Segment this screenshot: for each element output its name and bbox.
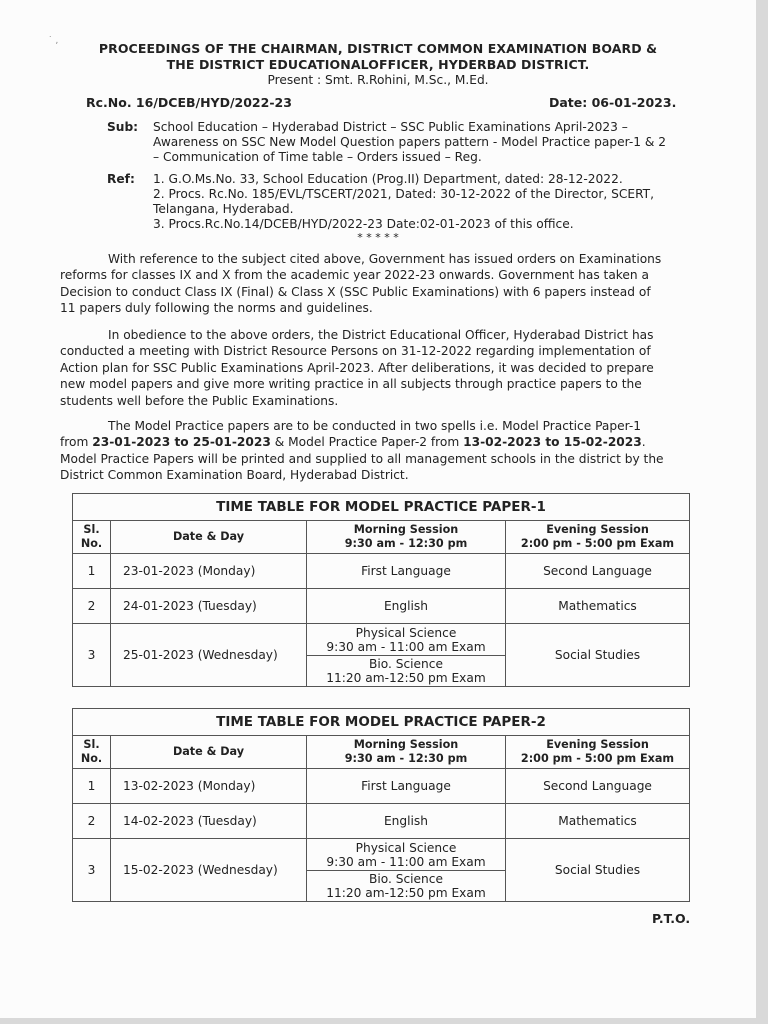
sub-line: – Communication of Time table – Orders issued – Reg. [153, 150, 482, 164]
table-row [73, 804, 690, 839]
table-title: TIME TABLE FOR MODEL PRACTICE PAPER-2 [73, 709, 690, 736]
table-row [73, 554, 690, 589]
cell-sl: 1 [73, 769, 111, 804]
ref-label: Ref: [107, 172, 135, 186]
ref-line: Telangana, Hyderabad. [153, 202, 294, 216]
cell-date: 24-01-2023 (Tuesday) [111, 589, 307, 624]
ref-line: 1. G.O.Ms.No. 33, School Education (Prog.II) Department, dated: 28-12-2022. [153, 172, 623, 186]
paragraph-line: conducted a meeting with District Resource Persons on 31-12-2022 regarding implementation of [60, 344, 651, 359]
paragraph-line: new model papers and give more writing practice in all subjects through practice papers to the [60, 377, 642, 392]
paragraph-line: With reference to the subject cited above, Government has issued orders on Examinations [108, 252, 662, 266]
paragraph-line: District Common Examination Board, Hyderabad District. [60, 468, 409, 483]
paragraph-line [60, 434, 706, 450]
paragraph-line: Model Practice Papers will be printed and supplied to all management schools in the district by the [60, 451, 664, 466]
paragraph-line: The Model Practice papers are to be conducted in two spells i.e. Model Practice Paper-1 [108, 419, 642, 433]
physical-science-slot: Physical Science 9:30 am - 11:00 am Exam [326, 626, 486, 654]
cell-morning: First Language [307, 769, 506, 804]
paragraph-line: students well before the Public Examinations. [60, 393, 339, 408]
paper2-date-range: 13-02-2023 to 15-02-2023 [463, 435, 642, 450]
order-date: Date: 06-01-2023. [549, 95, 677, 110]
paragraph-1 [60, 251, 706, 317]
cell-evening: Social Studies [506, 624, 690, 687]
separator-stars: * * * * * [357, 231, 399, 244]
sub-line: Awareness on SSC New Model Question papers pattern - Model Practice paper-1 & 2 [153, 135, 666, 149]
rc-number: Rc.No. 16/DCEB/HYD/2022-23 [86, 95, 292, 110]
cell-sl: 3 [73, 839, 111, 902]
table-row [73, 589, 690, 624]
paragraph-line: In obedience to the above orders, the District Educational Officer, Hyderabad District has [108, 328, 654, 342]
table-row [73, 624, 690, 687]
cell-morning-split [307, 624, 506, 687]
cell-evening: Social Studies [506, 839, 690, 902]
ref-line: 2. Procs. Rc.No. 185/EVL/TSCERT/2021, Dated: 30-12-2022 of the Director, SCERT, [153, 187, 654, 201]
cell-evening: Mathematics [506, 804, 690, 839]
header-line-1: PROCEEDINGS OF THE CHAIRMAN, DISTRICT COMMON EXAMINATION BOARD & [98, 41, 658, 56]
col-header-sl: Sl. No. [73, 521, 111, 554]
bio-science-slot: Bio. Science 11:20 am-12:50 pm Exam [307, 655, 505, 686]
table-title: TIME TABLE FOR MODEL PRACTICE PAPER-1 [73, 494, 690, 521]
cell-sl: 1 [73, 554, 111, 589]
paragraph-3 [60, 418, 706, 484]
cell-morning: English [307, 589, 506, 624]
paragraph-line: 11 papers duly following the norms and guidelines. [60, 301, 373, 316]
cell-date: 23-01-2023 (Monday) [111, 554, 307, 589]
cell-evening: Mathematics [506, 589, 690, 624]
table-header-row [73, 521, 690, 554]
cell-morning: English [307, 804, 506, 839]
sub-line: School Education – Hyderabad District – SSC Public Examinations April-2023 – [153, 120, 628, 134]
ref-line: 3. Procs.Rc.No.14/DCEB/HYD/2022-23 Date:02-01-2023 of this office. [153, 217, 574, 231]
text-run: from [60, 435, 93, 450]
table-row [73, 839, 690, 902]
col-header-date: Date & Day [111, 521, 307, 554]
timetable-paper-1 [72, 493, 690, 687]
cell-morning-split [307, 839, 506, 902]
col-header-morning: Morning Session 9:30 am - 12:30 pm [307, 736, 506, 769]
present-line: Present : Smt. R.Rohini, M.Sc., M.Ed. [267, 73, 489, 87]
cell-morning: First Language [307, 554, 506, 589]
header-line-2: THE DISTRICT EDUCATIONALOFFICER, HYDERBAD DISTRICT. [166, 57, 590, 72]
timetable-paper-2 [72, 708, 690, 902]
physical-science-slot: Physical Science 9:30 am - 11:00 am Exam [326, 841, 486, 869]
table-row [73, 769, 690, 804]
scan-specks: ˙ ‚ [48, 36, 59, 46]
bio-science-slot: Bio. Science 11:20 am-12:50 pm Exam [307, 870, 505, 901]
paragraph-line: reforms for classes IX and X from the academic year 2022-23 onwards. Government has taken a [60, 268, 649, 283]
col-header-evening: Evening Session 2:00 pm - 5:00 pm Exam [506, 736, 690, 769]
col-header-evening: Evening Session 2:00 pm - 5:00 pm Exam [506, 521, 690, 554]
cell-date: 25-01-2023 (Wednesday) [111, 624, 307, 687]
cell-evening: Second Language [506, 554, 690, 589]
pto-marker: P.T.O. [652, 911, 691, 926]
cell-sl: 2 [73, 589, 111, 624]
text-run: & Model Practice Paper-2 from [270, 435, 464, 450]
paragraph-2 [60, 327, 706, 409]
table-header-row [73, 736, 690, 769]
paragraph-line: Decision to conduct Class IX (Final) & Class X (SSC Public Examinations) with 6 papers instead of [60, 284, 651, 299]
paper1-date-range: 23-01-2023 to 25-01-2023 [92, 435, 271, 450]
col-header-date: Date & Day [111, 736, 307, 769]
col-header-morning: Morning Session 9:30 am - 12:30 pm [307, 521, 506, 554]
cell-sl: 2 [73, 804, 111, 839]
cell-sl: 3 [73, 624, 111, 687]
cell-evening: Second Language [506, 769, 690, 804]
sub-label: Sub: [107, 120, 139, 134]
cell-date: 13-02-2023 (Monday) [111, 769, 307, 804]
paragraph-line: Action plan for SSC Public Examinations April-2023. After deliberations, it was decided to prepare [60, 360, 654, 375]
text-run: . [641, 435, 646, 450]
col-header-sl: Sl. No. [73, 736, 111, 769]
cell-date: 14-02-2023 (Tuesday) [111, 804, 307, 839]
cell-date: 15-02-2023 (Wednesday) [111, 839, 307, 902]
